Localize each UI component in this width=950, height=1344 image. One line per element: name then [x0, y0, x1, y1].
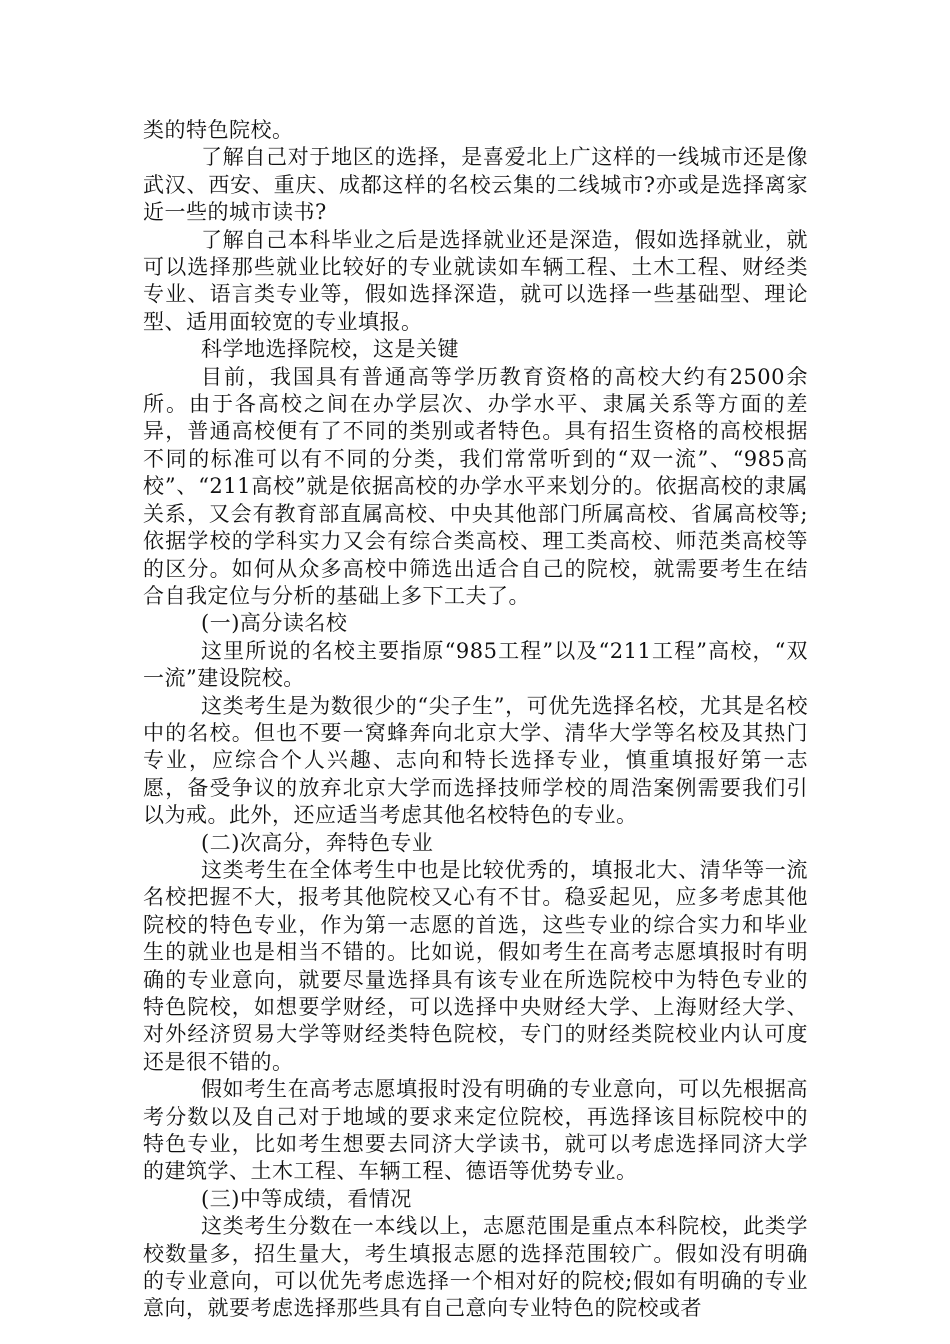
document-page — [143, 117, 808, 1323]
section-heading: 科学地选择院校，这是关键 — [201, 337, 459, 362]
paragraph: 假如考生在高考志愿填报时没有明确的专业意向，可以先根据高考分数以及自己对于地域的要求来定位院校，再选择该目标院校中的特色专业，比如考生想要去同济大学读书，就可以考虑选择同济大学的建筑学、土木工程、车辆工程、德语等优势专业。 — [143, 1077, 808, 1184]
paragraph: 目前，我国具有普通高等学历教育资格的高校大约有2500余所。由于各高校之间在办学层次、办学水平、隶属关系等方面的差异，普通高校便有了不同的类别或者特色。具有招生资格的高校根据不同的标准可以有不同的分类，我们常常听到的“双一流”、“985高校”、“211高校”就是依据高校的办学水平来划分的。依据高校的隶属关系，又会有教育部直属高校、中央其他部门所属高校、省属高校等;依据学校的学科实力又会有综合类高校、理工类高校、师范类高校等的区分。如何从众多高校中筛选出适合自己的院校，就需要考生在结合自我定位与分析的基础上多下工夫了。 — [143, 364, 808, 608]
paragraph: 这里所说的名校主要指原“985工程”以及“211工程”高校，“双一流”建设院校。 — [143, 638, 808, 691]
paragraph: 了解自己本科毕业之后是选择就业还是深造，假如选择就业，就可以选择那些就业比较好的专业就读如车辆工程、土木工程、财经类专业、语言类专业等，假如选择深造，就可以选择一些基础型、理论型、适用面较宽的专业填报。 — [143, 227, 808, 334]
paragraph: 类的特色院校。 — [143, 118, 294, 142]
paragraph: 了解自己对于地区的选择，是喜爱北上广这样的一线城市还是像武汉、西安、重庆、成都这样的名校云集的二线城市?亦或是选择离家近一些的城市读书? — [143, 145, 808, 225]
paragraph: 这类考生分数在一本线以上，志愿范围是重点本科院校，此类学校数量多，招生量大，考生填报志愿的选择范围较广。假如没有明确的专业意向，可以优先考虑选择一个相对好的院校;假如有明确的专业意向，就要考虑选择那些具有自己意向专业特色的院校或者 — [143, 1214, 808, 1321]
section-heading: (三)中等成绩，看情况 — [201, 1186, 412, 1211]
paragraph: 这类考生在全体考生中也是比较优秀的，填报北大、清华等一流名校把握不大，报考其他院校又心有不甘。稳妥起见，应多考虑其他院校的特色专业，作为第一志愿的首选，这些专业的综合实力和毕业生的就业也是相当不错的。比如说，假如考生在高考志愿填报时有明确的专业意向，就要尽量选择具有该专业在所选院校中为特色专业的特色院校，如想要学财经，可以选择中央财经大学、上海财经大学、对外经济贸易大学等财经类特色院校，专门的财经类院校业内认可度还是很不错的。 — [143, 857, 808, 1074]
section-heading: (二)次高分，奔特色专业 — [201, 830, 434, 855]
paragraph: 这类考生是为数很少的“尖子生”，可优先选择名校，尤其是名校中的名校。但也不要一窝蜂奔向北京大学、清华大学等名校及其热门专业，应综合个人兴趣、志向和特长选择专业，慎重填报好第一志愿，备受争议的放弃北京大学而选择技师学校的周浩案例需要我们引以为戒。此外，还应适当考虑其他名校特色的专业。 — [143, 693, 808, 828]
section-heading: (一)高分读名校 — [201, 611, 348, 636]
